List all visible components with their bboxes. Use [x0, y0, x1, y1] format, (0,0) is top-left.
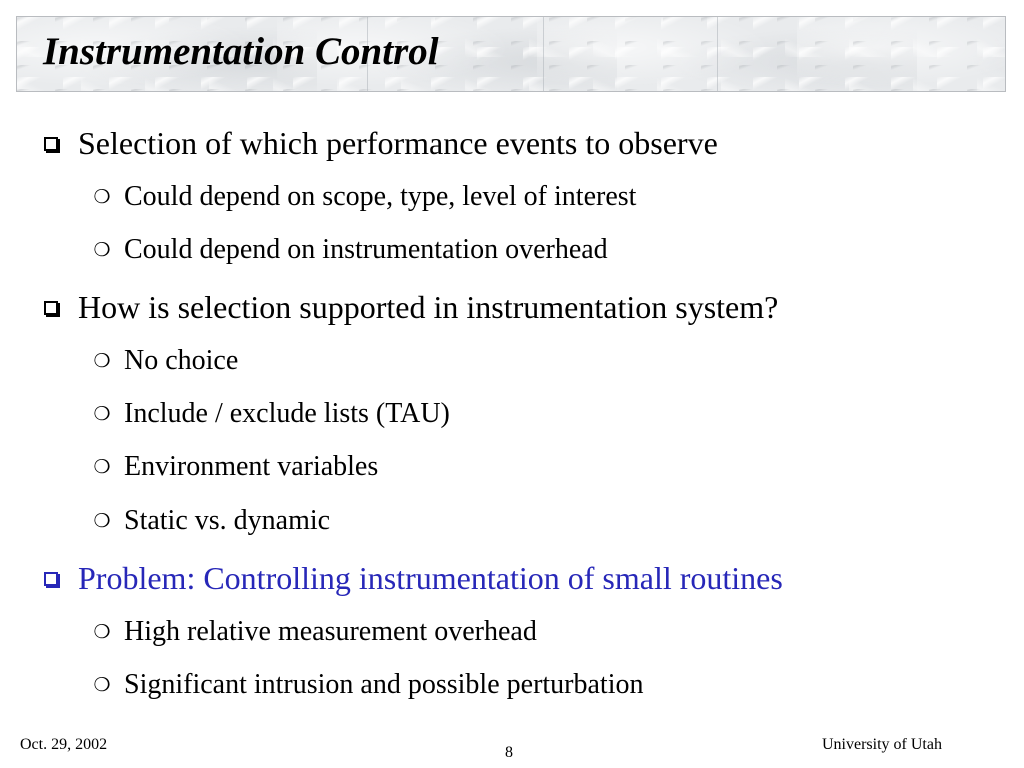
sub-bullet-text: No choice	[124, 345, 239, 376]
bullet-item	[40, 121, 718, 165]
sub-bullet-text: Static vs. dynamic	[124, 505, 331, 536]
sub-bullet-item	[90, 179, 636, 215]
circle-bullet-icon: ❍	[93, 674, 111, 696]
sub-bullet-item	[90, 232, 608, 268]
sub-bullet-text: Significant intrusion and possible perturbation	[124, 669, 644, 700]
circle-bullet-icon: ❍	[93, 186, 111, 208]
square-bullet-icon	[44, 301, 58, 315]
sub-bullet-text: Include / exclude lists (TAU)	[124, 398, 450, 429]
square-bullet-icon	[44, 137, 58, 151]
sub-bullet-text: Could depend on instrumentation overhead	[124, 234, 608, 265]
sub-bullet-item	[90, 343, 238, 379]
circle-bullet-icon: ❍	[93, 350, 111, 372]
bullet-item-highlighted	[40, 556, 783, 600]
footer-date: Oct. 29, 2002	[20, 736, 108, 753]
sub-bullet-text: High relative measurement overhead	[124, 616, 537, 647]
circle-bullet-icon: ❍	[93, 621, 111, 643]
sub-bullet-text: Could depend on scope, type, level of interest	[124, 181, 637, 212]
footer-page-number: 8	[505, 744, 513, 761]
bullet-text: Selection of which performance events to observe	[78, 125, 718, 161]
circle-bullet-icon: ❍	[93, 239, 111, 261]
slide-title: Instrumentation Control	[43, 30, 439, 73]
sub-bullet-item	[90, 614, 537, 650]
circle-bullet-icon: ❍	[93, 403, 111, 425]
sub-bullet-item	[90, 667, 643, 703]
footer-institution: University of Utah	[822, 736, 942, 753]
sub-bullet-item	[90, 449, 378, 485]
bullet-item	[40, 285, 778, 329]
sub-bullet-text: Environment variables	[124, 451, 379, 482]
bullet-text: Problem: Controlling instrumentation of small routines	[78, 560, 783, 596]
circle-bullet-icon: ❍	[93, 456, 111, 478]
square-bullet-icon	[44, 572, 58, 586]
sub-bullet-item	[90, 396, 450, 432]
sub-bullet-item	[90, 503, 330, 539]
circle-bullet-icon: ❍	[93, 510, 111, 532]
bullet-text: How is selection supported in instrumentation system?	[78, 289, 779, 325]
